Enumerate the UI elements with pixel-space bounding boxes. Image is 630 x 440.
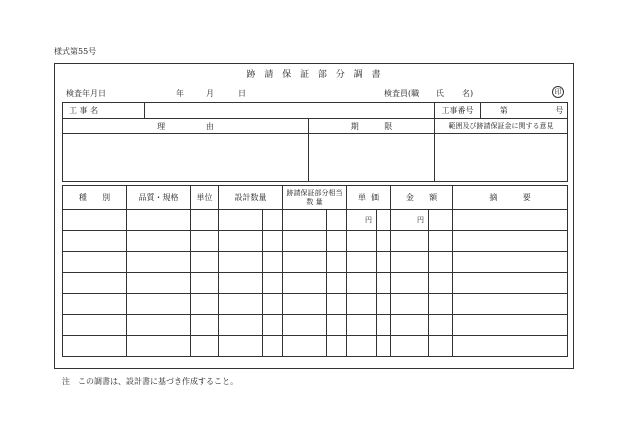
- month-label: 月: [206, 89, 214, 98]
- reason-label: 理 由: [63, 119, 309, 134]
- work-number-field[interactable]: [481, 103, 568, 119]
- table-row: [63, 210, 568, 231]
- number-suffix: 号: [555, 106, 564, 115]
- table-row: [63, 315, 568, 336]
- scope-opinion-field[interactable]: [435, 134, 568, 182]
- table-row: [63, 252, 568, 273]
- scope-opinion-label: 範囲及び跡請保証金に関する意見: [435, 119, 568, 134]
- unit-price-yen: 円: [347, 210, 377, 231]
- col-guarantee-quantity: 跡請保証部分相当 数 量: [283, 186, 347, 210]
- col-remarks: 摘 要: [453, 186, 568, 210]
- table-row: [63, 336, 568, 357]
- header-table: [62, 102, 568, 182]
- col-unit: 単位: [191, 186, 219, 210]
- col-unit-price: 単 価: [347, 186, 391, 210]
- reason-field[interactable]: [63, 134, 309, 182]
- inspector-name-label: 氏: [436, 89, 444, 98]
- col-quality-spec: 品質・規格: [127, 186, 191, 210]
- form-title: 跡 請 保 証 部 分 調 書: [246, 70, 384, 80]
- inspector-label: 検査員(職: [384, 89, 420, 98]
- inspector-name-suffix: 名): [462, 89, 474, 98]
- col-type: 種 別: [63, 186, 127, 210]
- seal-mark: 印: [552, 86, 564, 98]
- col-amount: 金 額: [391, 186, 453, 210]
- table-row: [63, 231, 568, 252]
- period-label: 期 限: [309, 119, 435, 134]
- work-name-label: 工 事 名: [63, 103, 145, 119]
- inspection-date-label: 検査年月日: [66, 89, 106, 98]
- detail-table: [62, 185, 568, 357]
- table-row: [63, 273, 568, 294]
- form-number: 様式第55号: [54, 47, 97, 56]
- day-label: 日: [238, 89, 246, 98]
- work-number-label: 工事番号: [435, 103, 481, 119]
- period-field[interactable]: [309, 134, 435, 182]
- col-design-quantity: 設計数量: [219, 186, 283, 210]
- table-row: [63, 294, 568, 315]
- work-name-field[interactable]: [145, 103, 435, 119]
- footnote: 注 この調書は、設計書に基づき作成すること。: [62, 377, 238, 386]
- number-prefix: 第: [499, 106, 508, 115]
- amount-yen: 円: [391, 210, 429, 231]
- year-label: 年: [176, 89, 184, 98]
